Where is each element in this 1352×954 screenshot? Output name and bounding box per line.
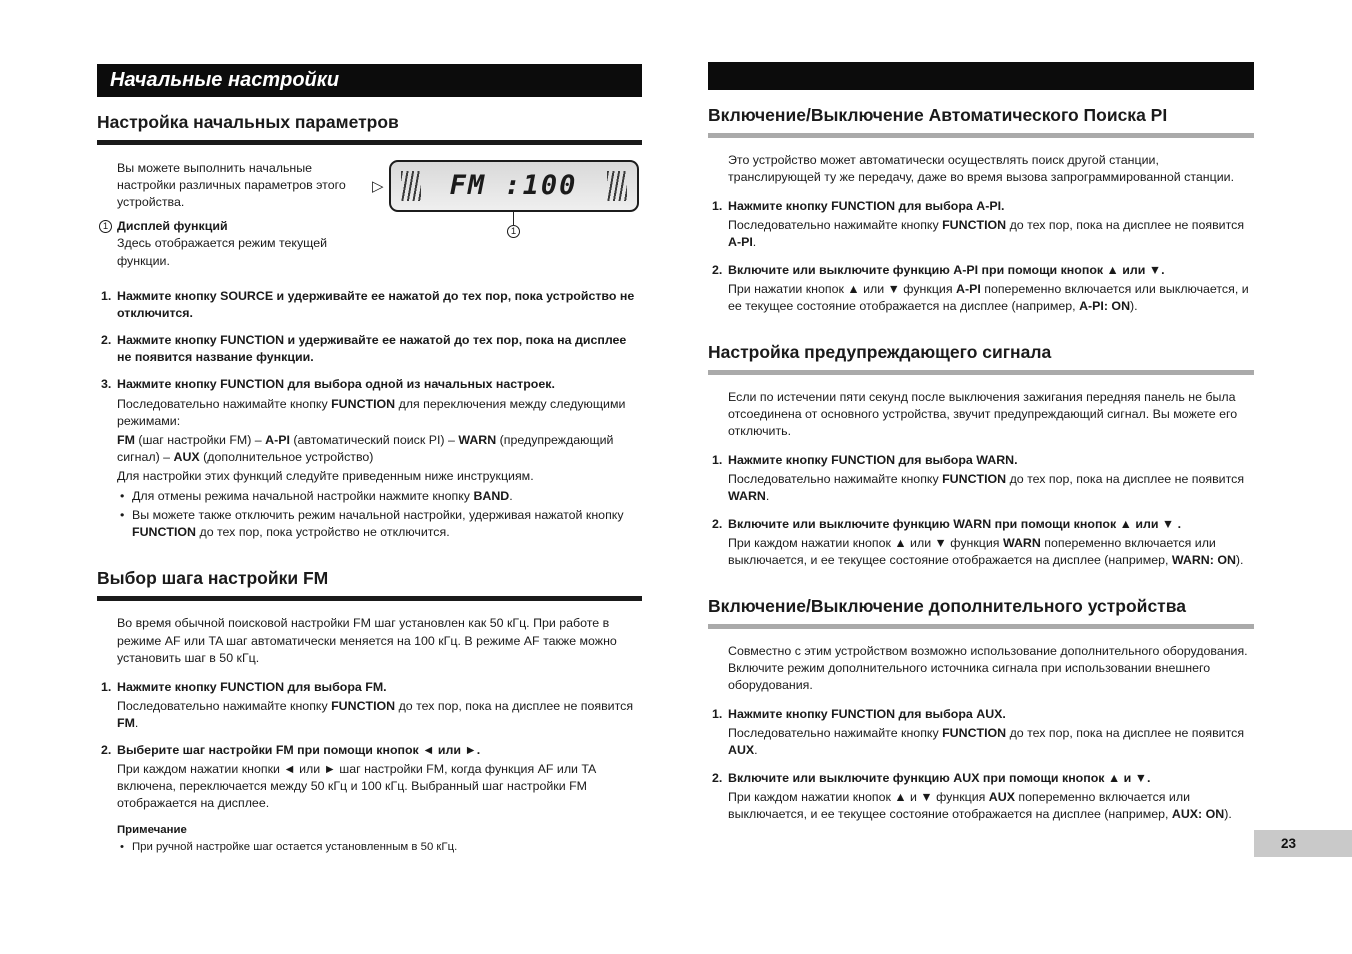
pointer-arrow-icon: ▷: [372, 178, 384, 195]
step-number: 1.: [712, 199, 723, 214]
step-paragraph: Последовательно нажимайте кнопку FUNCTION до тех пор, пока на дисплее не появится AUX.: [728, 726, 1245, 758]
step-bullets: [117, 488, 642, 541]
step-paragraph: При нажатии кнопок ▲ или ▼ функция A-PI попеременно включается или выключается, и ее текущее состояние отображается на дисплее (например, A-PI: ON).: [728, 281, 1249, 313]
step-1: [101, 679, 642, 732]
aux-intro: Совместно с этим устройством возможно использование дополнительного оборудования. Включите режим дополнительного источника сигнала при использовании внешнего оборудования.: [728, 643, 1248, 693]
page-number: 23: [1281, 836, 1297, 851]
display-grille-left-icon: [401, 171, 421, 201]
step-number: 1.: [712, 453, 723, 468]
step-paragraph: При каждом нажатии кнопок ▲ или ▼ функция WARN попеременно включается или выключается, и ее текущее состояние отображается на дисплее (например, WARN: ON).: [728, 535, 1244, 567]
step-number: 1.: [101, 289, 112, 303]
section-heading-aux: Включение/Выключение дополнительного устройства: [708, 595, 1187, 616]
bullet-item: [117, 507, 642, 541]
step-2: [101, 332, 642, 366]
step-number: 2.: [712, 770, 723, 785]
step-number: 2.: [101, 743, 112, 758]
note-bullet: [117, 840, 642, 856]
callout-leader-line: [513, 212, 515, 225]
step-title: Выберите шаг настройки FM при помощи кнопок ◄ или ►.: [117, 743, 481, 758]
step-title: Нажмите кнопку FUNCTION и удерживайте ее нажатой до тех пор, пока на дисплее не появится название функции.: [117, 333, 627, 365]
step-1: [712, 198, 1254, 251]
note-label: Примечание: [117, 823, 187, 836]
step-2: [712, 516, 1254, 569]
fm-step-intro: Во время обычной поисковой настройки FM шаг установлен как 50 кГц. При работе в режиме AF или TA шаг автоматически меняется на 100 кГц. В режиме AF также можно установить шаг в 50 кГц.: [117, 616, 617, 665]
step-2: [712, 262, 1254, 315]
step-paragraph: Последовательно нажимайте кнопку FUNCTION до тех пор, пока на дисплее не появится FM.: [117, 698, 634, 730]
step-title: Нажмите кнопку SOURCE и удерживайте ее нажатой до тех пор, пока устройство не отключится.: [117, 289, 635, 321]
steps-warn: [708, 452, 1254, 569]
section-rule-gray: [708, 624, 1254, 629]
steps-aux: [708, 706, 1254, 823]
step-title: Нажмите кнопку FUNCTION для выбора A-PI.: [728, 199, 1005, 214]
step-number: 3.: [101, 377, 112, 392]
step-paragraph-modes: FM (шаг настройки FM) – A-PI (автоматический поиск PI) – WARN (предупреждающий сигнал) – AUX (дополнительное устройство): [117, 432, 614, 464]
steps-initial-settings: [97, 288, 642, 541]
section-heading-warn: Настройка предупреждающего сигнала: [708, 341, 1052, 362]
intro-zone: [102, 160, 642, 276]
step-paragraph: При каждом нажатии кнопок ▲ и ▼ функция AUX попеременно включается или выключается, и ее текущее состояние отображается на дисплее (например, AUX: ON).: [728, 789, 1232, 821]
step-number: 2.: [712, 516, 723, 531]
step-paragraph: Последовательно нажимайте кнопку FUNCTION до тех пор, пока на дисплее не появится A-PI.: [728, 218, 1245, 250]
step-number: 1.: [712, 707, 723, 722]
section-rule-gray: [708, 133, 1254, 138]
chapter-banner: [97, 64, 642, 97]
step-paragraph: Для настройки этих функций следуйте приведенным ниже инструкциям.: [117, 468, 534, 483]
step-3: [101, 376, 642, 541]
step-2: [712, 770, 1254, 823]
steps-api: [708, 198, 1254, 315]
step-1: [712, 452, 1254, 505]
step-title: Нажмите кнопку FUNCTION для выбора AUX.: [728, 707, 1006, 722]
bullet-text: • Для отмены режима начальной настройки нажмите кнопку BAND.: [132, 489, 513, 504]
step-paragraph: Последовательно нажимайте кнопку FUNCTION до тех пор, пока на дисплее не появится WARN.: [728, 472, 1245, 504]
step-number: 1.: [101, 679, 112, 694]
lcd-display: [389, 160, 639, 212]
section-heading-fm-step: Выбор шага настройки FM: [97, 568, 329, 589]
intro-paragraph: Вы можете выполнить начальные настройки различных параметров этого устройства.: [117, 161, 346, 210]
page-number-strip: [1254, 830, 1352, 857]
right-column: [708, 0, 1254, 833]
step-number: 2.: [101, 333, 112, 348]
chapter-banner-continuation: [708, 62, 1254, 90]
step-paragraph: Последовательно нажимайте кнопку FUNCTION для переключения между следующими режимами:: [117, 396, 626, 428]
steps-fm: [97, 679, 642, 813]
step-1: [712, 706, 1254, 759]
display-illustration: [372, 160, 642, 238]
callout-number-badge: 1: [99, 220, 112, 233]
note-block: [117, 823, 642, 856]
display-callout-number-badge: 1: [507, 225, 520, 238]
step-title: Включите или выключите функцию AUX при помощи кнопок ▲ и ▼.: [728, 770, 1151, 785]
step-2: [101, 742, 642, 812]
note-text: • При ручной настройке шаг остается установленным в 50 кГц.: [132, 841, 458, 854]
step-title: Нажмите кнопку FUNCTION для выбора WARN.: [728, 453, 1018, 468]
callout-function-display: [102, 218, 369, 269]
step-1: [101, 288, 642, 322]
left-column: [97, 0, 642, 856]
step-title: Включите или выключите функцию A-PI при помощи кнопок ▲ или ▼.: [728, 262, 1165, 277]
step-paragraph: При каждом нажатии кнопки ◄ или ► шаг настройки FM, когда функция AF или TA включена, переключается между 50 кГц и 100 кГц. Выбранный шаг настройки FM отображается на дисплее.: [117, 762, 596, 811]
callout-label: Дисплей функций: [117, 219, 228, 234]
step-number: 2.: [712, 262, 723, 277]
bullet-item: [117, 488, 642, 505]
display-grille-right-icon: [607, 171, 627, 201]
lcd-column: [389, 160, 639, 238]
step-title: Нажмите кнопку FUNCTION для выбора FM.: [117, 679, 387, 694]
lcd-readout: FM :100: [449, 170, 578, 202]
step-title: Включите или выключите функцию WARN при помощи кнопок ▲ или ▼ .: [728, 516, 1182, 531]
api-intro: Это устройство может автоматически осуществлять поиск другой станции, транслирующей ту же передачу, даже во время вызова запрограммированной станции.: [728, 153, 1235, 185]
section-rule-dark: [97, 140, 642, 145]
section-rule-dark: [97, 596, 642, 601]
callout-description: Здесь отображается режим текущей функции.: [117, 236, 328, 268]
step-title: Нажмите кнопку FUNCTION для выбора одной из начальных настроек.: [117, 377, 555, 392]
section-heading-initial-settings: Настройка начальных параметров: [97, 112, 399, 132]
warn-intro: Если по истечении пяти секунд после выключения зажигания передняя панель не была отсоединена от основного устройства, звучит предупреждающий сигнал. Вы можете его отключить.: [728, 389, 1238, 439]
section-heading-api: Включение/Выключение Автоматического Поиска PI: [708, 105, 1168, 125]
chapter-banner-title: Начальные настройки: [110, 69, 340, 91]
bullet-text: • Вы можете также отключить режим начальной настройки, удерживая нажатой кнопку FUNCTION до тех пор, пока устройство не отключится.: [132, 508, 624, 540]
section-rule-gray: [708, 370, 1254, 375]
